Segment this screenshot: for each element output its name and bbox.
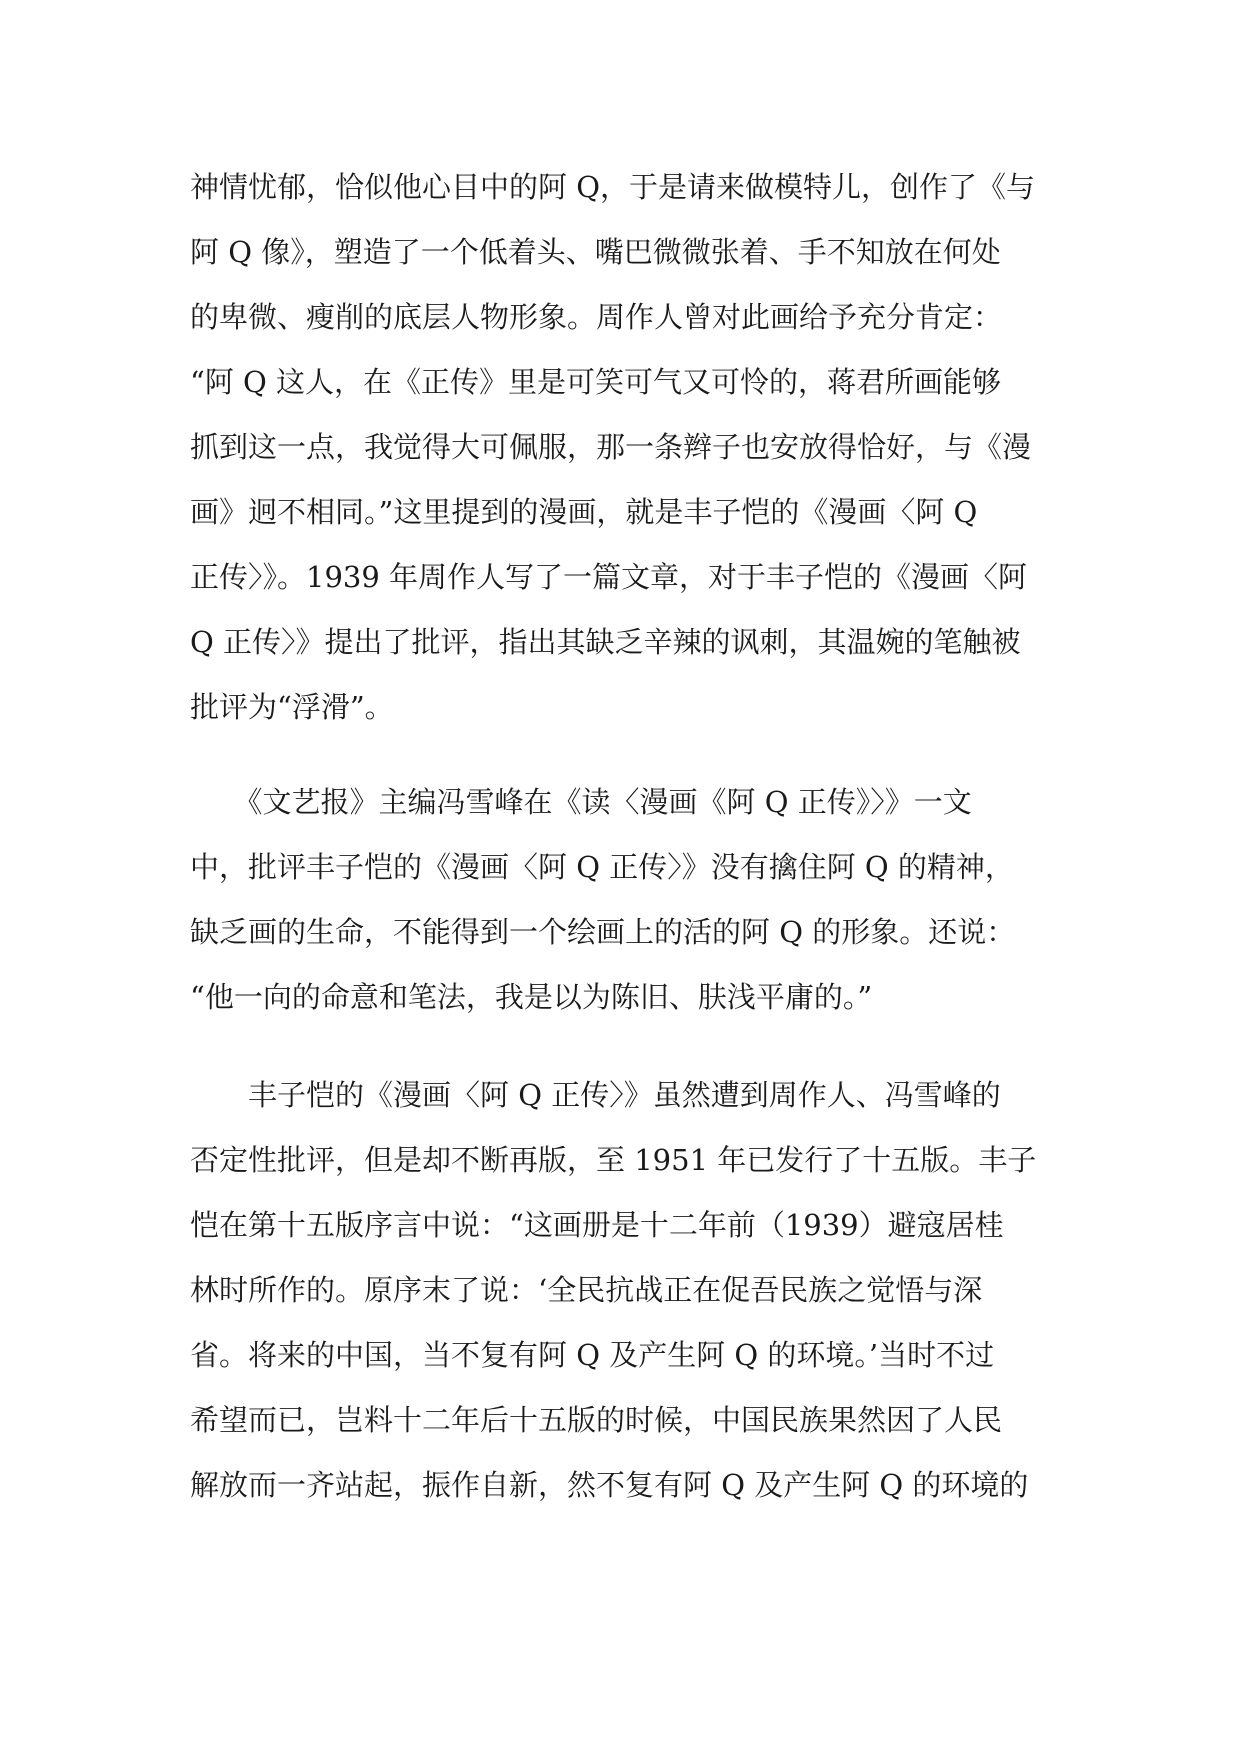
paragraph-line: 解放而一齐站起，振作自新，然不复有阿 Q 及产生阿 Q 的环境的	[190, 1468, 1029, 1502]
paragraph-line: “阿 Q 这人，在《正传》里是可笑可气又可怜的，蒋君所画能够	[190, 365, 1002, 399]
paragraph-line: 丰子恺的《漫画〈阿 Q 正传〉》虽然遭到周作人、冯雪峰的	[190, 1078, 1001, 1112]
paragraph-3	[190, 1063, 1070, 1518]
paragraph-line: 的卑微、瘦削的底层人物形象。周作人曾对此画给予充分肯定：	[190, 300, 1003, 334]
paragraph-line: 阿 Q 像》，塑造了一个低着头、嘴巴微微张着、手不知放在何处	[190, 235, 1001, 269]
paragraph-line: Q 正传〉》提出了批评，指出其缺乏辛辣的讽刺，其温婉的笔触被	[190, 625, 1021, 659]
paragraph-1	[190, 155, 1070, 740]
paragraph-line: 缺乏画的生命，不能得到一个绘画上的活的阿 Q 的形象。还说：	[190, 915, 1016, 949]
paragraph-line: 省。将来的中国，当不复有阿 Q 及产生阿 Q 的环境。’当时不过	[190, 1338, 995, 1372]
paragraph-line: “他一向的命意和笔法，我是以为陈旧、肤浅平庸的。”	[190, 980, 873, 1014]
paragraph-line: 神情忧郁，恰似他心目中的阿 Q，于是请来做模特儿，创作了《与	[190, 170, 1035, 204]
paragraph-line: 抓到这一点，我觉得大可佩服，那一条辫子也安放得恰好，与《漫	[190, 430, 1032, 464]
paragraph-line: 画》迥不相同。”这里提到的漫画，就是丰子恺的《漫画〈阿 Q	[190, 495, 978, 529]
paragraph-2	[190, 770, 1070, 1030]
paragraph-line: 《文艺报》主编冯雪峰在《读〈漫画《阿 Q 正传》〉》一文	[190, 785, 972, 819]
paragraph-line: 林时所作的。原序末了说：‘全民抗战正在促吾民族之觉悟与深	[190, 1273, 983, 1307]
paragraph-line: 希望而已，岂料十二年后十五版的时候，中国民族果然因了人民	[190, 1403, 1003, 1437]
paragraph-line: 正传〉》。1939 年周作人写了一篇文章，对于丰子恺的《漫画〈阿	[190, 560, 1028, 594]
paragraph-line: 批评为“浮滑”。	[190, 690, 394, 724]
paragraph-line: 否定性批评，但是却不断再版，至 1951 年已发行了十五版。丰子	[190, 1143, 1037, 1177]
paragraph-line: 中，批评丰子恺的《漫画〈阿 Q 正传〉》没有擒住阿 Q 的精神，	[190, 850, 1014, 884]
paragraph-line: 恺在第十五版序言中说：“这画册是十二年前（1939）避寇居桂	[190, 1208, 1004, 1242]
